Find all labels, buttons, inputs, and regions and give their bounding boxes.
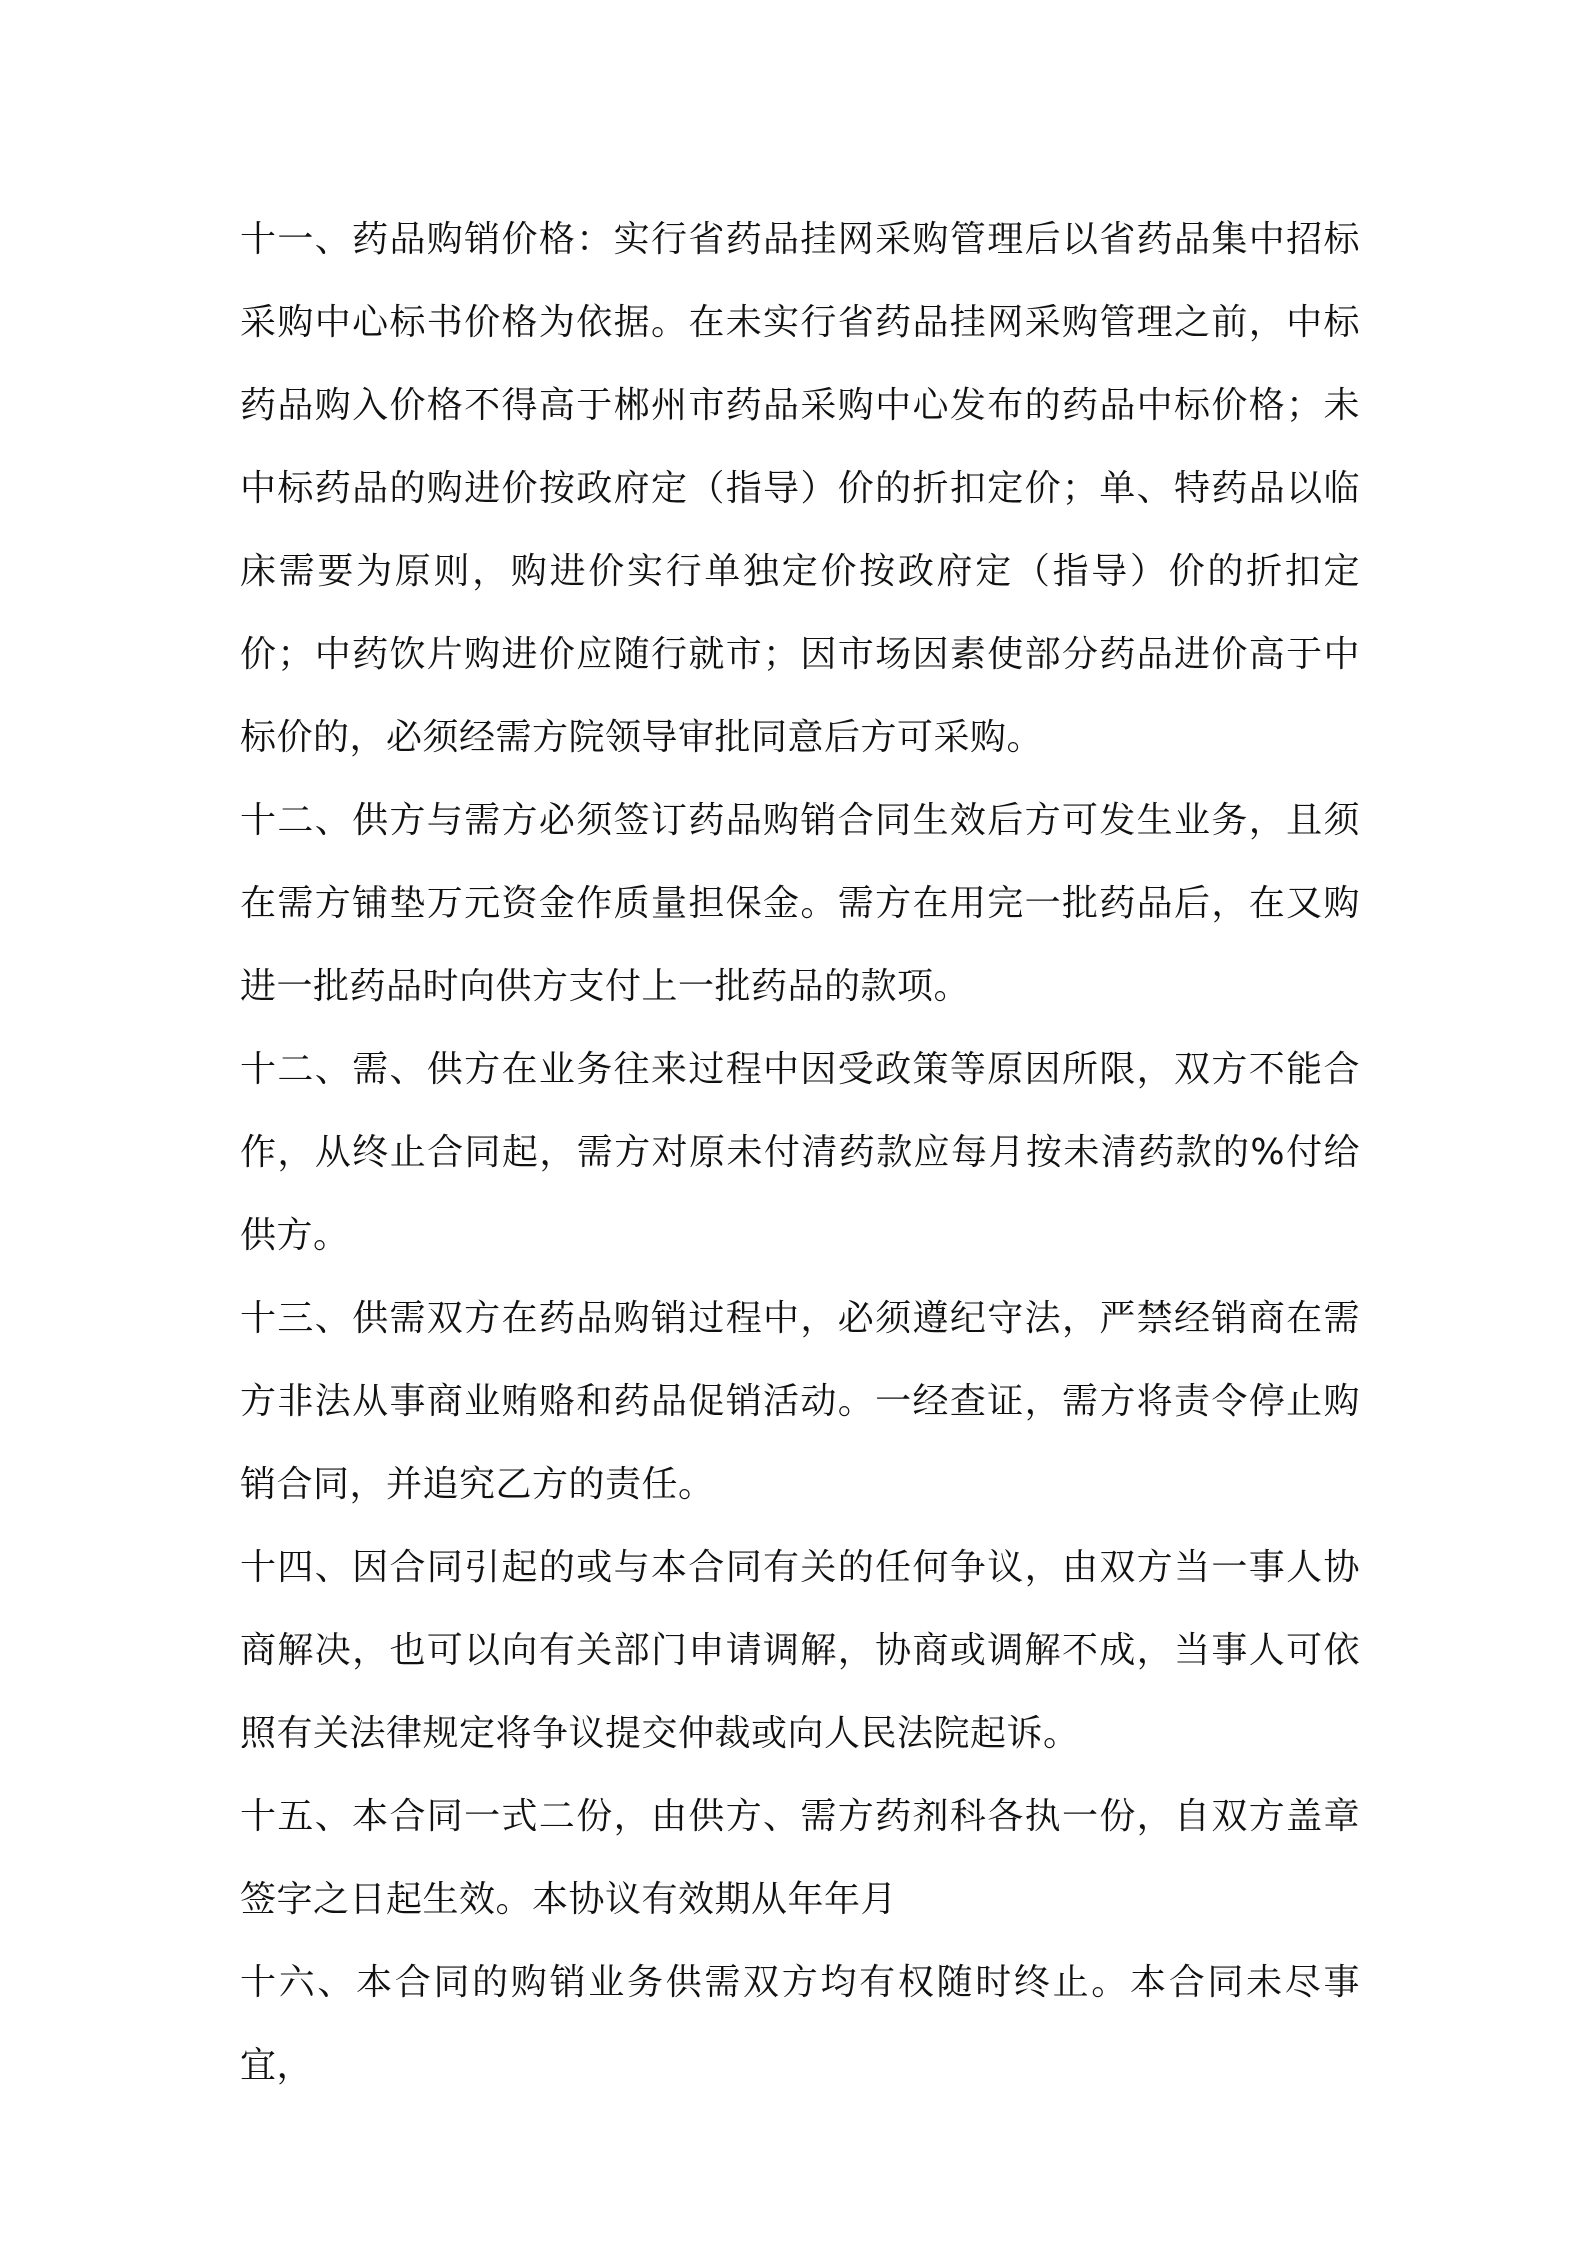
clause-14-disputes: 十四、因合同引起的或与本合同有关的任何争议，由双方当一事人协商解决，也可以向有关部门申请调解，协商或调解不成，当事人可依照有关法律规定将争议提交仲裁或向人民法院起诉。	[240, 1547, 1360, 1754]
clause-11-pricing: 十一、药品购销价格：实行省药品挂网采购管理后以省药品集中招标采购中心标书价格为依据。在未实行省药品挂网采购管理之前，中标药品购入价格不得高于郴州市药品采购中心发布的药品中标价格；未中标药品的购进价按政府定（指导）价的折扣定价；单、特药品以临床需要为原则，购进价实行单独定价按政府定（指导）价的折扣定价；中药饮片购进价应随行就市；因市场因素使部分药品进价高于中标价的，必须经需方院领导审批同意后方可采购。	[240, 219, 1360, 758]
clause-13-compliance: 十三、供需双方在药品购销过程中，必须遵纪守法，严禁经销商在需方非法从事商业贿赂和药品促销活动。一经查证，需方将责令停止购销合同，并追究乙方的责任。	[240, 1298, 1360, 1505]
clause-16-termination-right: 十六、本合同的购销业务供需双方均有权随时终止。本合同未尽事宜，	[240, 1962, 1360, 2086]
clause-12-contract-deposit: 十二、供方与需方必须签订药品购销合同生效后方可发生业务，且须在需方铺垫万元资金作质量担保金。需方在用完一批药品后，在又购进一批药品时向供方支付上一批药品的款项。	[240, 800, 1360, 1007]
clause-12-termination-payment: 十二、需、供方在业务往来过程中因受政策等原因所限，双方不能合作，从终止合同起，需方对原未付清药款应每月按未清药款的%付给供方。	[240, 1049, 1360, 1256]
clause-15-copies-validity: 十五、本合同一式二份，由供方、需方药剂科各执一份，自双方盖章签字之日起生效。本协议有效期从年年月	[240, 1796, 1360, 1920]
contract-body	[240, 198, 1360, 2107]
